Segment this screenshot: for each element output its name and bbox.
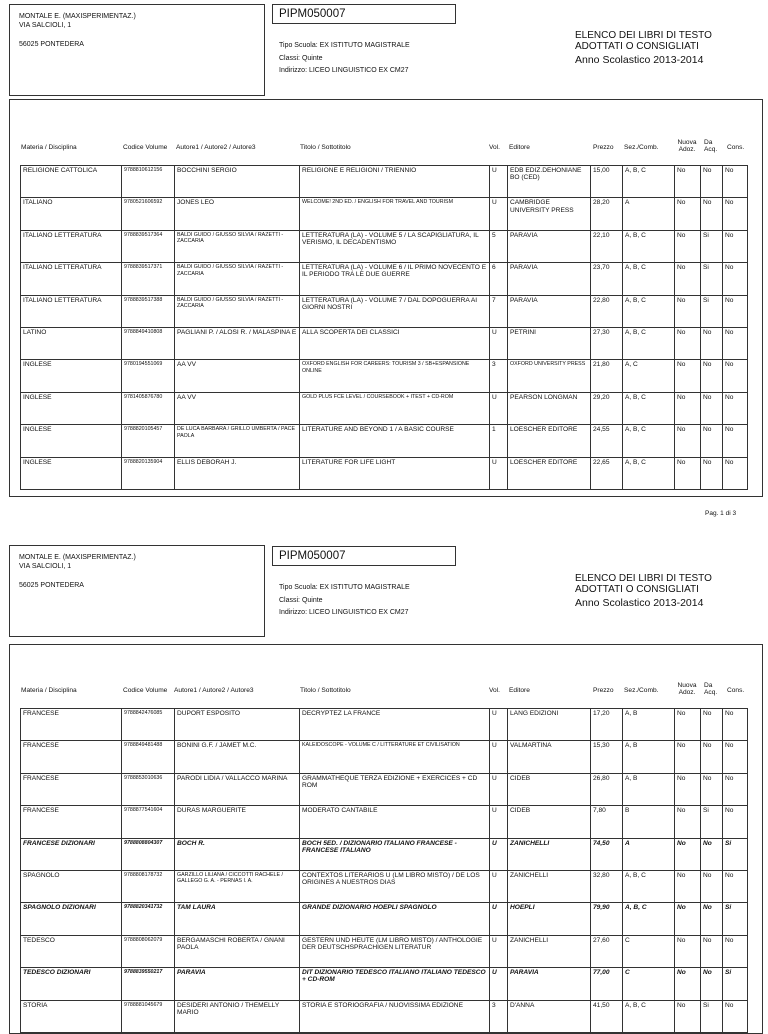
cell-da-acq: No bbox=[701, 968, 723, 1000]
cell-da-acq: Si bbox=[701, 1000, 723, 1032]
col-titolo: Titolo / Sottotitolo bbox=[300, 687, 351, 694]
cell-autori: DUPORT ESPOSITO bbox=[175, 709, 300, 741]
school-info-box bbox=[9, 545, 265, 637]
cell-titolo: BOCH 5ED. / DIZIONARIO ITALIANO FRANCESE - FRANCESE ITALIANO bbox=[300, 838, 490, 870]
cell-autori: TAM LAURA bbox=[175, 903, 300, 935]
cell-titolo: DIT DIZIONARIO TEDESCO ITALIANO ITALIANO TEDESCO + CD-ROM bbox=[300, 968, 490, 1000]
school-city: 56025 PONTEDERA bbox=[19, 41, 84, 48]
cell-codice: 9788839517388 bbox=[122, 295, 175, 327]
cell-prezzo: 32,80 bbox=[591, 870, 623, 902]
col-codice: Codice Volume bbox=[123, 144, 168, 151]
table-row bbox=[21, 425, 748, 457]
col-sez: Sez./Comb. bbox=[624, 144, 659, 151]
cell-nuova: No bbox=[675, 360, 701, 392]
cell-da-acq: No bbox=[701, 838, 723, 870]
books-table-page-2 bbox=[20, 708, 748, 1033]
cell-da-acq: No bbox=[701, 327, 723, 359]
cell-sez: A bbox=[623, 838, 675, 870]
cell-nuova: No bbox=[675, 806, 701, 838]
cell-cons: No bbox=[723, 295, 748, 327]
cell-prezzo: 74,50 bbox=[591, 838, 623, 870]
cell-materia: INGLESE bbox=[21, 360, 122, 392]
cell-materia: LATINO bbox=[21, 327, 122, 359]
cell-sez: A, B, C bbox=[623, 1000, 675, 1032]
title-line-2: ADOTTATI O CONSIGLIATI bbox=[575, 584, 699, 595]
cell-prezzo: 29,20 bbox=[591, 392, 623, 424]
cell-editore: VALMARTINA bbox=[508, 741, 591, 773]
cell-autori: DESIDERI ANTONIO / THEMELLY MARIO bbox=[175, 1000, 300, 1032]
cell-codice: 9788853010636 bbox=[122, 773, 175, 805]
page-number: Pag. 1 di 3 bbox=[705, 510, 737, 517]
cell-codice: 9788820341732 bbox=[122, 903, 175, 935]
cell-sez: A, B, C bbox=[623, 425, 675, 457]
cell-editore: ZANICHELLI bbox=[508, 838, 591, 870]
table-row bbox=[21, 295, 748, 327]
cell-da-acq: Si bbox=[701, 230, 723, 262]
cell-materia: SPAGNOLO bbox=[21, 870, 122, 902]
cell-materia: ITALIANO LETTERATURA bbox=[21, 295, 122, 327]
col-autori: Autore1 / Autore2 / Autore3 bbox=[174, 687, 254, 694]
cell-codice: 9788808062079 bbox=[122, 935, 175, 967]
cell-materia: INGLESE bbox=[21, 392, 122, 424]
col-editore: Editore bbox=[509, 687, 530, 694]
cell-titolo: LETTERATURA (LA) - VOLUME 6 / IL PRIMO NOVECENTO E IL PERIODO TRA LE DUE GUERRE bbox=[300, 263, 490, 295]
cell-prezzo: 23,70 bbox=[591, 263, 623, 295]
cell-cons: No bbox=[723, 198, 748, 230]
cell-nuova: No bbox=[675, 870, 701, 902]
cell-sez: A, B, C bbox=[623, 263, 675, 295]
cell-materia: INGLESE bbox=[21, 457, 122, 489]
cell-editore: PARAVIA bbox=[508, 295, 591, 327]
cell-titolo: KALEIDOSCOPE - VOLUME C / LITTERATURE ET CIVILISATION bbox=[300, 741, 490, 773]
school-address: VIA SALCIOLI, 1 bbox=[19, 22, 72, 29]
col-vol: Vol. bbox=[489, 687, 500, 694]
cell-vol: 5 bbox=[490, 230, 508, 262]
cell-da-acq: No bbox=[701, 392, 723, 424]
cell-da-acq: No bbox=[701, 903, 723, 935]
cell-materia: FRANCESE DIZIONARI bbox=[21, 838, 122, 870]
col-nuova: Nuova Adoz. bbox=[677, 139, 697, 153]
school-city: 56025 PONTEDERA bbox=[19, 582, 84, 589]
col-materia: Materia / Disciplina bbox=[21, 144, 77, 151]
cell-nuova: No bbox=[675, 773, 701, 805]
table-row bbox=[21, 360, 748, 392]
col-sez: Sez./Comb. bbox=[624, 687, 659, 694]
table-row bbox=[21, 903, 748, 935]
cell-da-acq: Si bbox=[701, 263, 723, 295]
col-materia: Materia / Disciplina bbox=[21, 687, 77, 694]
cell-da-acq: Si bbox=[701, 806, 723, 838]
cell-titolo: GOLD PLUS FCE LEVEL / COURSEBOOK + ITEST + CD-ROM bbox=[300, 392, 490, 424]
cell-prezzo: 7,80 bbox=[591, 806, 623, 838]
cell-prezzo: 77,00 bbox=[591, 968, 623, 1000]
cell-vol: 1 bbox=[490, 425, 508, 457]
col-da-acq: Da Acq. bbox=[704, 139, 718, 153]
cell-editore: LOESCHER EDITORE bbox=[508, 457, 591, 489]
cell-codice: 9788877541604 bbox=[122, 806, 175, 838]
cell-cons: No bbox=[723, 425, 748, 457]
cell-cons: No bbox=[723, 457, 748, 489]
col-editore: Editore bbox=[509, 144, 530, 151]
cell-titolo: OXFORD ENGLISH FOR CAREERS: TOURISM 3 / SB+ESPANSIONE ONLINE bbox=[300, 360, 490, 392]
cell-titolo: MODERATO CANTABILE bbox=[300, 806, 490, 838]
cell-codice: 9788849410808 bbox=[122, 327, 175, 359]
cell-titolo: RELIGIONE E RELIGIONI / TRIENNIO bbox=[300, 166, 490, 198]
cell-editore: CAMBRIDGE UNIVERSITY PRESS bbox=[508, 198, 591, 230]
col-cons: Cons. bbox=[727, 144, 745, 151]
cell-vol: U bbox=[490, 773, 508, 805]
cell-sez: A, B, C bbox=[623, 166, 675, 198]
cell-autori: BALDI GUIDO / GIUSSO SILVIA / RAZETTI - ZACCARIA bbox=[175, 295, 300, 327]
cell-vol: 6 bbox=[490, 263, 508, 295]
cell-nuova: No bbox=[675, 230, 701, 262]
cell-materia: ITALIANO bbox=[21, 198, 122, 230]
cell-titolo: GRANDE DIZIONARIO HOEPLI SPAGNOLO bbox=[300, 903, 490, 935]
cell-codice: 9788839517364 bbox=[122, 230, 175, 262]
cell-editore: EDB EDIZ.DEHONIANE BO (CED) bbox=[508, 166, 591, 198]
cell-titolo: CONTEXTOS LITERARIOS U (LM LIBRO MISTO) / DE LOS ORIGINES A NUESTROS DIAS bbox=[300, 870, 490, 902]
table-row bbox=[21, 773, 748, 805]
cell-titolo: WELCOME! 2ND ED. / ENGLISH FOR TRAVEL AND TOURISM bbox=[300, 198, 490, 230]
cell-cons: No bbox=[723, 935, 748, 967]
cell-vol: U bbox=[490, 709, 508, 741]
cell-nuova: No bbox=[675, 1000, 701, 1032]
cell-autori: DE LUCA BARBARA / GRILLO UMBERTA / PACE PAOLA bbox=[175, 425, 300, 457]
cell-sez: A, B, C bbox=[623, 327, 675, 359]
cell-editore: PETRINI bbox=[508, 327, 591, 359]
cell-nuova: No bbox=[675, 392, 701, 424]
cell-codice: 9788808804307 bbox=[122, 838, 175, 870]
table-row bbox=[21, 870, 748, 902]
table-row bbox=[21, 935, 748, 967]
cell-materia: ITALIANO LETTERATURA bbox=[21, 230, 122, 262]
cell-vol: U bbox=[490, 903, 508, 935]
cell-autori: BOCH R. bbox=[175, 838, 300, 870]
cell-codice: 9788820135904 bbox=[122, 457, 175, 489]
cell-cons: No bbox=[723, 166, 748, 198]
cell-prezzo: 22,80 bbox=[591, 295, 623, 327]
cell-titolo: ALLA SCOPERTA DEI CLASSICI bbox=[300, 327, 490, 359]
cell-sez: C bbox=[623, 968, 675, 1000]
col-autori: Autore1 / Autore2 / Autore3 bbox=[176, 144, 256, 151]
cell-autori: PARODI LIDIA / VALLACCO MARINA bbox=[175, 773, 300, 805]
school-details bbox=[279, 584, 410, 622]
cell-prezzo: 22,10 bbox=[591, 230, 623, 262]
cell-codice: 9788839550217 bbox=[122, 968, 175, 1000]
cell-codice: 9788839517371 bbox=[122, 263, 175, 295]
document-title bbox=[575, 573, 712, 609]
cell-materia: FRANCESE bbox=[21, 773, 122, 805]
cell-editore: CIDEB bbox=[508, 773, 591, 805]
school-name: MONTALE E. (MAXISPERIMENTAZ.) bbox=[19, 554, 136, 561]
cell-sez: B bbox=[623, 806, 675, 838]
cell-prezzo: 15,00 bbox=[591, 166, 623, 198]
tipo-scuola: Tipo Scuola: EX ISTITUTO MAGISTRALE bbox=[279, 584, 410, 591]
cell-sez: A, B bbox=[623, 709, 675, 741]
cell-nuova: No bbox=[675, 425, 701, 457]
cell-vol: U bbox=[490, 968, 508, 1000]
cell-sez: A, C bbox=[623, 360, 675, 392]
col-prezzo: Prezzo bbox=[593, 144, 614, 151]
cell-vol: U bbox=[490, 198, 508, 230]
cell-da-acq: No bbox=[701, 709, 723, 741]
cell-nuova: No bbox=[675, 903, 701, 935]
cell-sez: A, B, C bbox=[623, 230, 675, 262]
cell-nuova: No bbox=[675, 741, 701, 773]
table-row bbox=[21, 327, 748, 359]
cell-nuova: No bbox=[675, 198, 701, 230]
cell-sez: C bbox=[623, 935, 675, 967]
cell-editore: LANG EDIZIONI bbox=[508, 709, 591, 741]
cell-prezzo: 26,80 bbox=[591, 773, 623, 805]
cell-cons: No bbox=[723, 741, 748, 773]
cell-vol: 3 bbox=[490, 360, 508, 392]
cell-nuova: No bbox=[675, 263, 701, 295]
cell-cons: No bbox=[723, 1000, 748, 1032]
cell-autori: PAGLIANI P. / ALOSI R. / MALASPINA E bbox=[175, 327, 300, 359]
school-info-box bbox=[9, 4, 265, 96]
cell-editore: PEARSON LONGMAN bbox=[508, 392, 591, 424]
cell-titolo: GRAMMATHEQUE TERZA EDIZIONE + EXERCICES + CD ROM bbox=[300, 773, 490, 805]
col-codice: Codice Volume bbox=[123, 687, 168, 694]
cell-cons: No bbox=[723, 327, 748, 359]
cell-cons: No bbox=[723, 392, 748, 424]
cell-cons: No bbox=[723, 870, 748, 902]
cell-materia: TEDESCO bbox=[21, 935, 122, 967]
cell-da-acq: No bbox=[701, 166, 723, 198]
tipo-scuola: Tipo Scuola: EX ISTITUTO MAGISTRALE bbox=[279, 42, 410, 49]
cell-materia: FRANCESE bbox=[21, 709, 122, 741]
table-row bbox=[21, 806, 748, 838]
table-row bbox=[21, 166, 748, 198]
cell-nuova: No bbox=[675, 457, 701, 489]
classi: Classi: Quinte bbox=[279, 596, 323, 604]
cell-prezzo: 21,80 bbox=[591, 360, 623, 392]
cell-da-acq: No bbox=[701, 425, 723, 457]
cell-editore: D'ANNA bbox=[508, 1000, 591, 1032]
cell-prezzo: 79,90 bbox=[591, 903, 623, 935]
cell-cons: No bbox=[723, 230, 748, 262]
table-row bbox=[21, 392, 748, 424]
cell-da-acq: No bbox=[701, 935, 723, 967]
indirizzo: Indirizzo: LICEO LINGUISTICO EX CM27 bbox=[279, 67, 409, 74]
cell-vol: 7 bbox=[490, 295, 508, 327]
school-name: MONTALE E. (MAXISPERIMENTAZ.) bbox=[19, 13, 136, 20]
cell-codice: 9780194551069 bbox=[122, 360, 175, 392]
cell-cons: No bbox=[723, 806, 748, 838]
cell-autori: BERGAMASCHI ROBERTA / GNANI PAOLA bbox=[175, 935, 300, 967]
cell-da-acq: No bbox=[701, 198, 723, 230]
cell-autori: BALDI GUIDO / GIUSSO SILVIA / RAZETTI - ZACCARIA bbox=[175, 263, 300, 295]
cell-autori: BONINI G.F. / JAMET M.C. bbox=[175, 741, 300, 773]
cell-prezzo: 28,20 bbox=[591, 198, 623, 230]
cell-titolo: LETTERATURA (LA) - VOLUME 7 / DAL DOPOGUERRA AI GIORNI NOSTRI bbox=[300, 295, 490, 327]
cell-nuova: No bbox=[675, 968, 701, 1000]
cell-autori: AA VV bbox=[175, 392, 300, 424]
cell-cons: No bbox=[723, 263, 748, 295]
school-code: PIPM050007 bbox=[272, 546, 456, 566]
cell-cons: Si bbox=[723, 903, 748, 935]
cell-sez: A, B bbox=[623, 741, 675, 773]
cell-sez: A, B, C bbox=[623, 392, 675, 424]
cell-editore: ZANICHELLI bbox=[508, 935, 591, 967]
cell-cons: No bbox=[723, 709, 748, 741]
cell-prezzo: 24,55 bbox=[591, 425, 623, 457]
cell-materia: ITALIANO LETTERATURA bbox=[21, 263, 122, 295]
cell-prezzo: 41,50 bbox=[591, 1000, 623, 1032]
cell-vol: 3 bbox=[490, 1000, 508, 1032]
cell-nuova: No bbox=[675, 327, 701, 359]
cell-sez: A bbox=[623, 198, 675, 230]
col-cons: Cons. bbox=[727, 687, 745, 694]
cell-prezzo: 15,30 bbox=[591, 741, 623, 773]
cell-titolo: GESTERN UND HEUTE (LM LIBRO MISTO) / ANTHOLOGIE DER DEUTSCHSPRACHIGEN LITERATUR bbox=[300, 935, 490, 967]
cell-prezzo: 17,20 bbox=[591, 709, 623, 741]
school-details bbox=[279, 42, 410, 80]
cell-autori: ELLIS DEBORAH J. bbox=[175, 457, 300, 489]
document-title bbox=[575, 30, 712, 66]
title-line-1: ELENCO DEI LIBRI DI TESTO bbox=[575, 573, 712, 584]
table-row bbox=[21, 968, 748, 1000]
cell-materia: STORIA bbox=[21, 1000, 122, 1032]
cell-nuova: No bbox=[675, 709, 701, 741]
school-code: PIPM050007 bbox=[272, 4, 456, 24]
cell-codice: 9780521606592 bbox=[122, 198, 175, 230]
cell-materia: INGLESE bbox=[21, 425, 122, 457]
table-row bbox=[21, 198, 748, 230]
cell-titolo: LITERATURE FOR LIFE LIGHT bbox=[300, 457, 490, 489]
cell-autori: AA VV bbox=[175, 360, 300, 392]
cell-da-acq: No bbox=[701, 360, 723, 392]
cell-sez: A, B, C bbox=[623, 457, 675, 489]
cell-autori: PARAVIA bbox=[175, 968, 300, 1000]
cell-codice: 9788808178732 bbox=[122, 870, 175, 902]
cell-da-acq: No bbox=[701, 870, 723, 902]
cell-autori: DURAS MARGUERITE bbox=[175, 806, 300, 838]
cell-codice: 9788881045679 bbox=[122, 1000, 175, 1032]
cell-materia: TEDESCO DIZIONARI bbox=[21, 968, 122, 1000]
title-line-2: ADOTTATI O CONSIGLIATI bbox=[575, 41, 699, 52]
title-line-1: ELENCO DEI LIBRI DI TESTO bbox=[575, 30, 712, 41]
cell-editore: ZANICHELLI bbox=[508, 870, 591, 902]
cell-vol: U bbox=[490, 838, 508, 870]
cell-editore: PARAVIA bbox=[508, 968, 591, 1000]
cell-vol: U bbox=[490, 457, 508, 489]
cell-titolo: LETTERATURA (LA) - VOLUME 5 / LA SCAPIGLIATURA, IL VERISMO, IL DECADENTISMO bbox=[300, 230, 490, 262]
table-row bbox=[21, 230, 748, 262]
cell-codice: 9788820105457 bbox=[122, 425, 175, 457]
table-row bbox=[21, 1000, 748, 1032]
cell-sez: A, B, C bbox=[623, 295, 675, 327]
cell-vol: U bbox=[490, 166, 508, 198]
cell-editore: LOESCHER EDITORE bbox=[508, 425, 591, 457]
cell-prezzo: 27,30 bbox=[591, 327, 623, 359]
school-address: VIA SALCIOLI, 1 bbox=[19, 563, 72, 570]
cell-vol: U bbox=[490, 741, 508, 773]
cell-codice: 9788849481488 bbox=[122, 741, 175, 773]
cell-prezzo: 22,65 bbox=[591, 457, 623, 489]
cell-nuova: No bbox=[675, 935, 701, 967]
cell-editore: PARAVIA bbox=[508, 263, 591, 295]
table-row bbox=[21, 709, 748, 741]
cell-prezzo: 27,60 bbox=[591, 935, 623, 967]
cell-editore: PARAVIA bbox=[508, 230, 591, 262]
table-row bbox=[21, 838, 748, 870]
col-da-acq: Da Acq. bbox=[704, 682, 718, 696]
cell-codice: 9788810612156 bbox=[122, 166, 175, 198]
cell-titolo: STORIA E STORIOGRAFIA / NUOVISSIMA EDIZIONE bbox=[300, 1000, 490, 1032]
cell-materia: FRANCESE bbox=[21, 806, 122, 838]
cell-nuova: No bbox=[675, 166, 701, 198]
cell-vol: U bbox=[490, 870, 508, 902]
cell-materia: RELIGIONE CATTOLICA bbox=[21, 166, 122, 198]
cell-codice: 9781405876780 bbox=[122, 392, 175, 424]
cell-da-acq: No bbox=[701, 773, 723, 805]
cell-vol: U bbox=[490, 935, 508, 967]
cell-editore: OXFORD UNIVERSITY PRESS bbox=[508, 360, 591, 392]
cell-autori: GARZILLO LILIANA / CICCOTTI RACHELE / GALLEGO G. A. - PERNAS I. A. bbox=[175, 870, 300, 902]
col-prezzo: Prezzo bbox=[593, 687, 614, 694]
cell-nuova: No bbox=[675, 838, 701, 870]
cell-vol: U bbox=[490, 392, 508, 424]
cell-materia: FRANCESE bbox=[21, 741, 122, 773]
cell-cons: Si bbox=[723, 838, 748, 870]
cell-codice: 9788842476085 bbox=[122, 709, 175, 741]
col-titolo: Titolo / Sottotitolo bbox=[300, 144, 351, 151]
cell-da-acq: No bbox=[701, 457, 723, 489]
cell-titolo: LITERATURE AND BEYOND 1 / A BASIC COURSE bbox=[300, 425, 490, 457]
cell-autori: BALDI GUIDO / GIUSSO SILVIA / RAZETTI - ZACCARIA bbox=[175, 230, 300, 262]
col-nuova: Nuova Adoz. bbox=[677, 682, 697, 696]
cell-cons: No bbox=[723, 360, 748, 392]
cell-titolo: DECRYPTEZ LA FRANCE bbox=[300, 709, 490, 741]
col-vol: Vol. bbox=[489, 144, 500, 151]
table-row bbox=[21, 741, 748, 773]
cell-sez: A, B bbox=[623, 773, 675, 805]
cell-cons: Si bbox=[723, 968, 748, 1000]
cell-sez: A, B, C bbox=[623, 870, 675, 902]
cell-da-acq: No bbox=[701, 741, 723, 773]
table-row bbox=[21, 263, 748, 295]
school-year: Anno Scolastico 2013-2014 bbox=[575, 597, 704, 609]
indirizzo: Indirizzo: LICEO LINGUISTICO EX CM27 bbox=[279, 609, 409, 616]
school-year: Anno Scolastico 2013-2014 bbox=[575, 54, 704, 66]
cell-vol: U bbox=[490, 327, 508, 359]
books-table-page-1 bbox=[20, 165, 748, 490]
cell-nuova: No bbox=[675, 295, 701, 327]
classi: Classi: Quinte bbox=[279, 54, 323, 62]
cell-materia: SPAGNOLO DIZIONARI bbox=[21, 903, 122, 935]
cell-autori: BOCCHINI SERGIO bbox=[175, 166, 300, 198]
cell-da-acq: Si bbox=[701, 295, 723, 327]
cell-editore: CIDEB bbox=[508, 806, 591, 838]
cell-autori: JONES LEO bbox=[175, 198, 300, 230]
cell-cons: No bbox=[723, 773, 748, 805]
table-row bbox=[21, 457, 748, 489]
cell-vol: U bbox=[490, 806, 508, 838]
cell-sez: A, B, C bbox=[623, 903, 675, 935]
cell-editore: HOEPLI bbox=[508, 903, 591, 935]
